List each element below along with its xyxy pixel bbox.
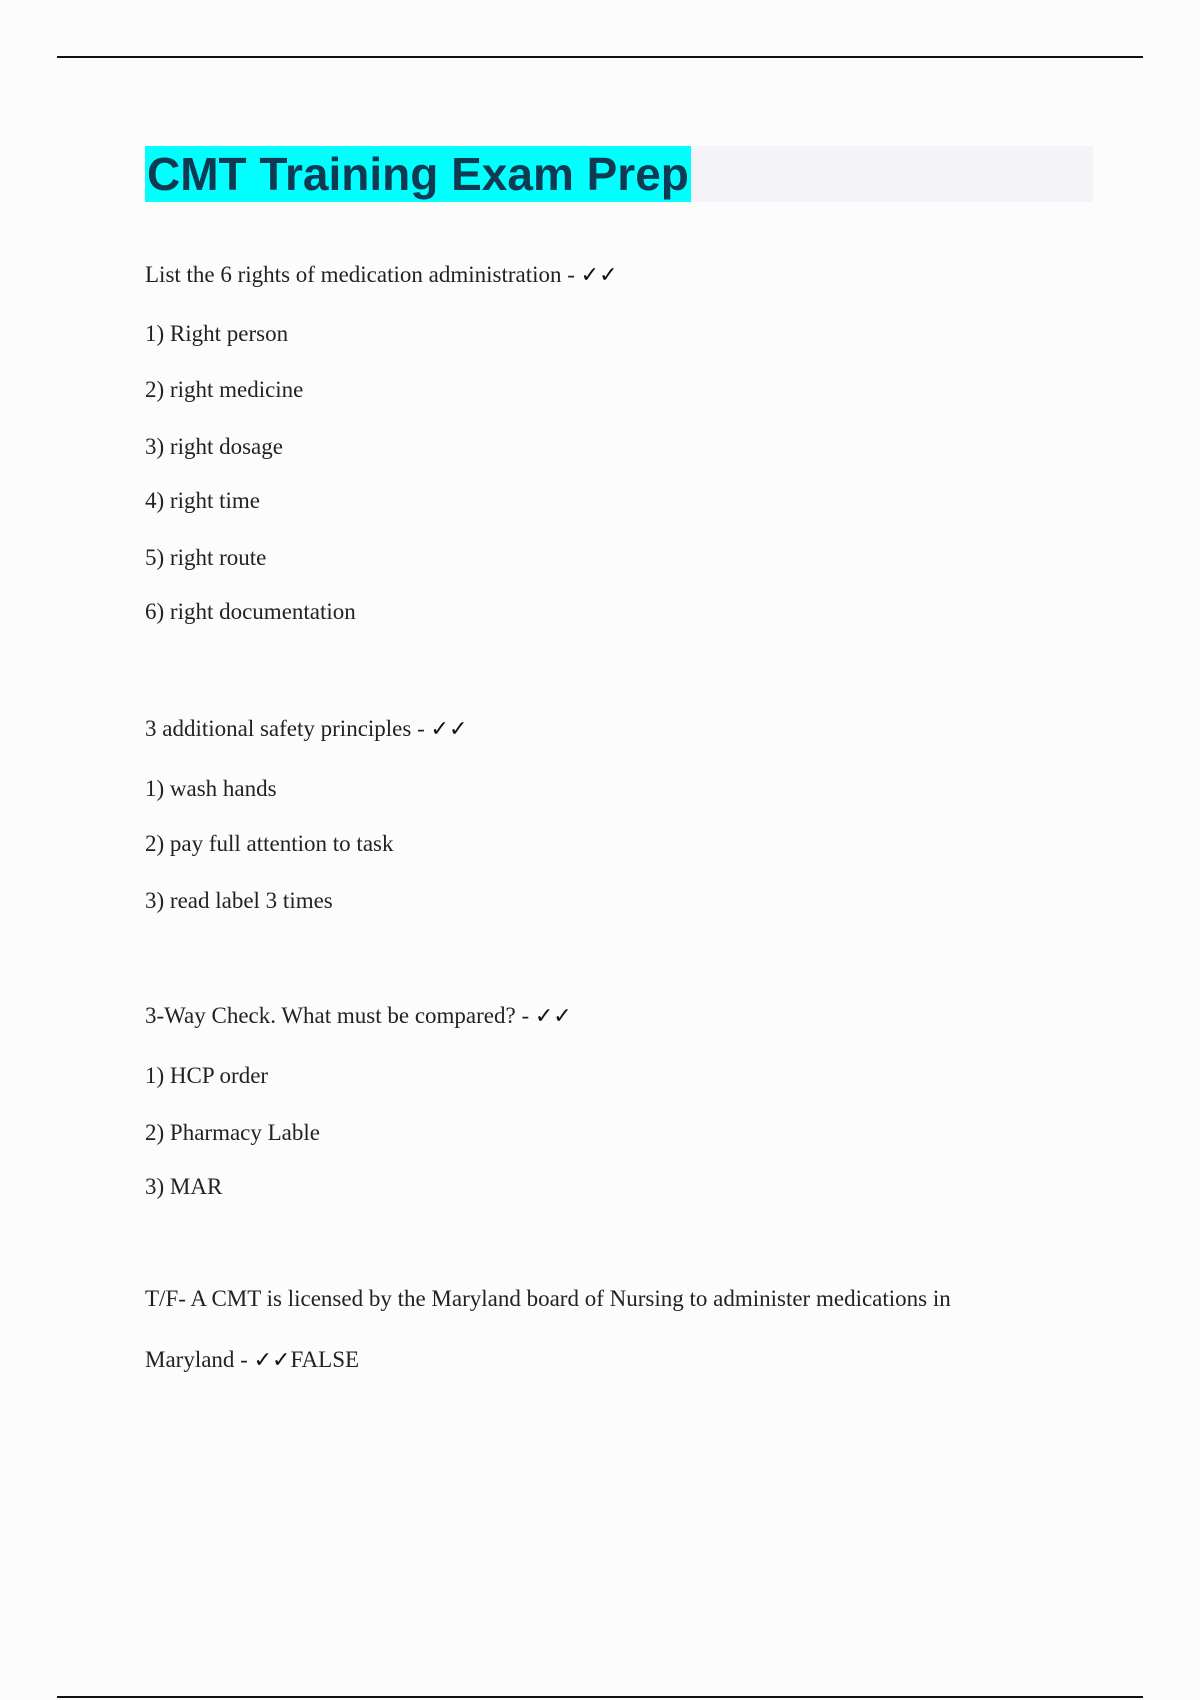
answer-item: 1) HCP order: [145, 1063, 269, 1088]
question-text: List the 6 rights of medication administration -: [145, 262, 575, 287]
check-mark-icon: ✓✓: [430, 717, 468, 742]
question-2: [145, 714, 467, 745]
answer-item: 3) read label 3 times: [145, 888, 333, 913]
answer-text: FALSE: [290, 1347, 360, 1372]
answer-item: 2) right medicine: [145, 377, 304, 402]
check-mark-icon: ✓✓: [580, 263, 618, 288]
answer-item: 2) Pharmacy Lable: [145, 1120, 320, 1145]
page-top-rule: [57, 56, 1143, 58]
page-bottom-rule: [57, 1696, 1143, 1698]
question-3: [145, 1001, 572, 1032]
answer-item: 5) right route: [145, 545, 267, 570]
answer-item: 2) pay full attention to task: [145, 831, 394, 856]
question-4-line-1: T/F- A CMT is licensed by the Maryland board of Nursing to administer medications in: [145, 1286, 951, 1311]
answer-item: 3) right dosage: [145, 434, 283, 459]
answer-item: 3) MAR: [145, 1174, 223, 1199]
answer-item: 1) Right person: [145, 321, 289, 346]
answer-item: 4) right time: [145, 488, 260, 513]
question-text: 3 additional safety principles -: [145, 716, 425, 741]
answer-item: 1) wash hands: [145, 776, 277, 801]
question-4-line-2: [145, 1345, 359, 1376]
answer-item: 6) right documentation: [145, 599, 356, 624]
question-text: Maryland -: [145, 1347, 248, 1372]
question-1: [145, 260, 618, 291]
check-mark-icon: ✓✓: [253, 1348, 291, 1373]
page-title: CMT Training Exam Prep: [147, 148, 689, 200]
question-text: 3-Way Check. What must be compared? -: [145, 1003, 530, 1028]
check-mark-icon: ✓✓: [534, 1004, 572, 1029]
